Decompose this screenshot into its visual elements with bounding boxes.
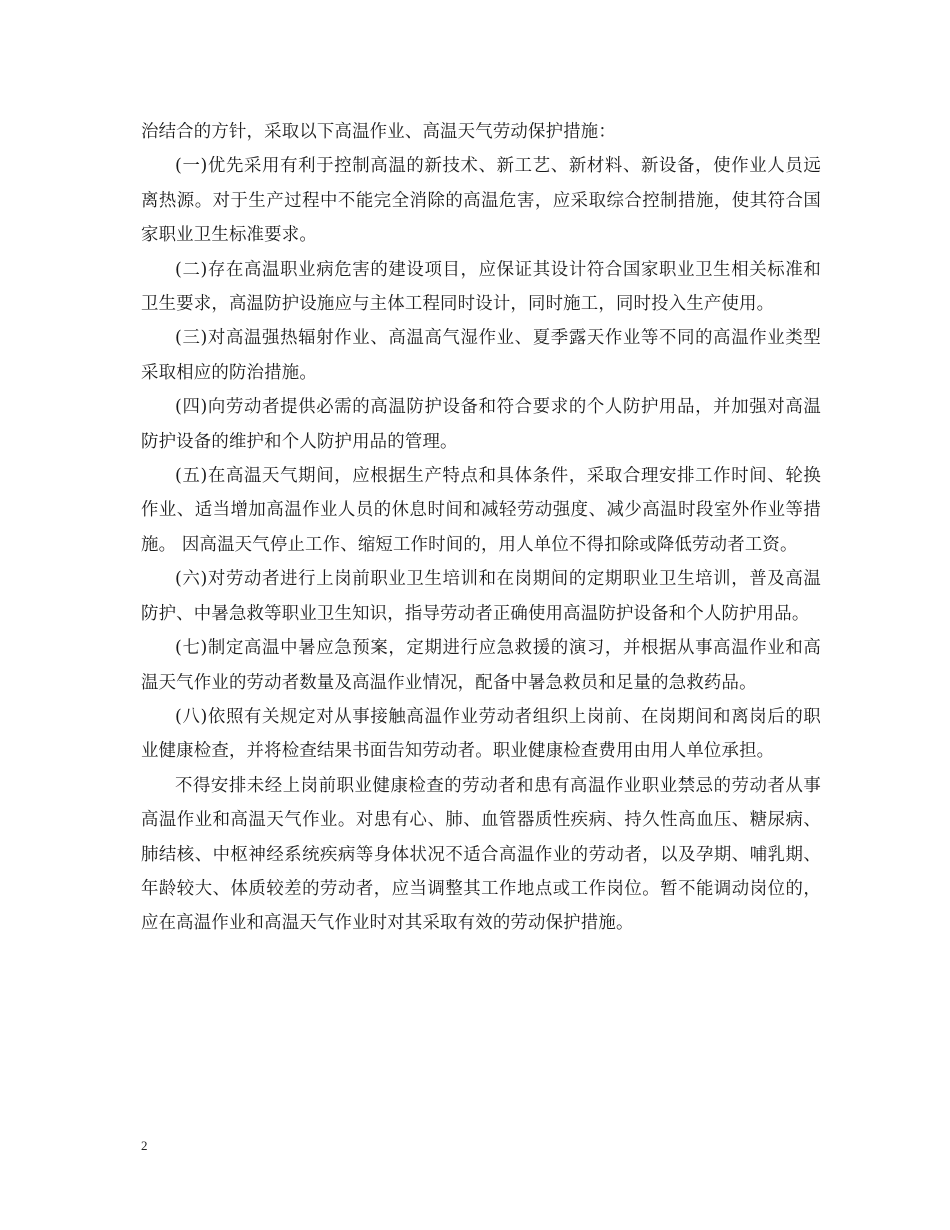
paragraph-measure-1: (一)优先采用有利于控制高温的新技术、新工艺、新材料、新设备，使作业人员远离热源。对于生产过程中不能完全消除的高温危害，应采取综合控制措施，使其符合国家职业卫生标准要求。 [141, 156, 821, 246]
paragraph-measure-8: (八)依照有关规定对从事接触高温作业劳动者组织上岗前、在岗期间和离岗后的职业健康检查，并将检查结果书面告知劳动者。职业健康检查费用由用人单位承担。 [141, 706, 821, 762]
paragraph-measure-4: (四)向劳动者提供必需的高温防护设备和符合要求的个人防护用品，并加强对高温防护设备的维护和个人防护用品的管理。 [141, 397, 821, 452]
paragraph-measure-6: (六)对劳动者进行上岗前职业卫生培训和在岗期间的定期职业卫生培训，普及高温防护、中暑急救等职业卫生知识，指导劳动者正确使用高温防护设备和个人防护用品。 [141, 569, 821, 624]
page-number: 2 [141, 1138, 148, 1153]
paragraph-measure-5: (五)在高温天气期间，应根据生产特点和具体条件，采取合理安排工作时间、轮换作业、适当增加高温作业人员的休息时间和减轻劳动强度、减少高温时段室外作业等措施。 因高温天气停止工作、缩短工作时间的，用人单位不得扣除或降低劳动者工资。 [141, 466, 821, 555]
paragraph-measure-7: (七)制定高温中暑应急预案，定期进行应急救援的演习，并根据从事高温作业和高温天气作业的劳动者数量及高温作业情况，配备中暑急救员和足量的急救药品。 [141, 638, 821, 693]
paragraph-restrictions: 不得安排未经上岗前职业健康检查的劳动者和患有高温作业职业禁忌的劳动者从事高温作业和高温天气作业。对患有心、肺、血管器质性疾病、持久性高血压、糖尿病、肺结核、中枢神经系统疾病等身体状况不适合高温作业的劳动者，以及孕期、哺乳期、年龄较大、体质较差的劳动者，应当调整其工作地点或工作岗位。暂不能调动岗位的，应在高温作业和高温天气作业时对其采取有效的劳动保护措施。 [141, 775, 821, 934]
paragraph-intro: 治结合的方针，采取以下高温作业、高温天气劳动保护措施： [141, 122, 616, 142]
document-body [141, 115, 821, 941]
paragraph-measure-2: (二)存在高温职业病危害的建设项目，应保证其设计符合国家职业卫生相关标准和卫生要求，高温防护设施应与主体工程同时设计，同时施工，同时投入生产使用。 [141, 259, 821, 315]
paragraph-measure-3: (三)对高温强热辐射作业、高温高气湿作业、夏季露天作业等不同的高温作业类型采取相应的防治措施。 [141, 328, 821, 383]
